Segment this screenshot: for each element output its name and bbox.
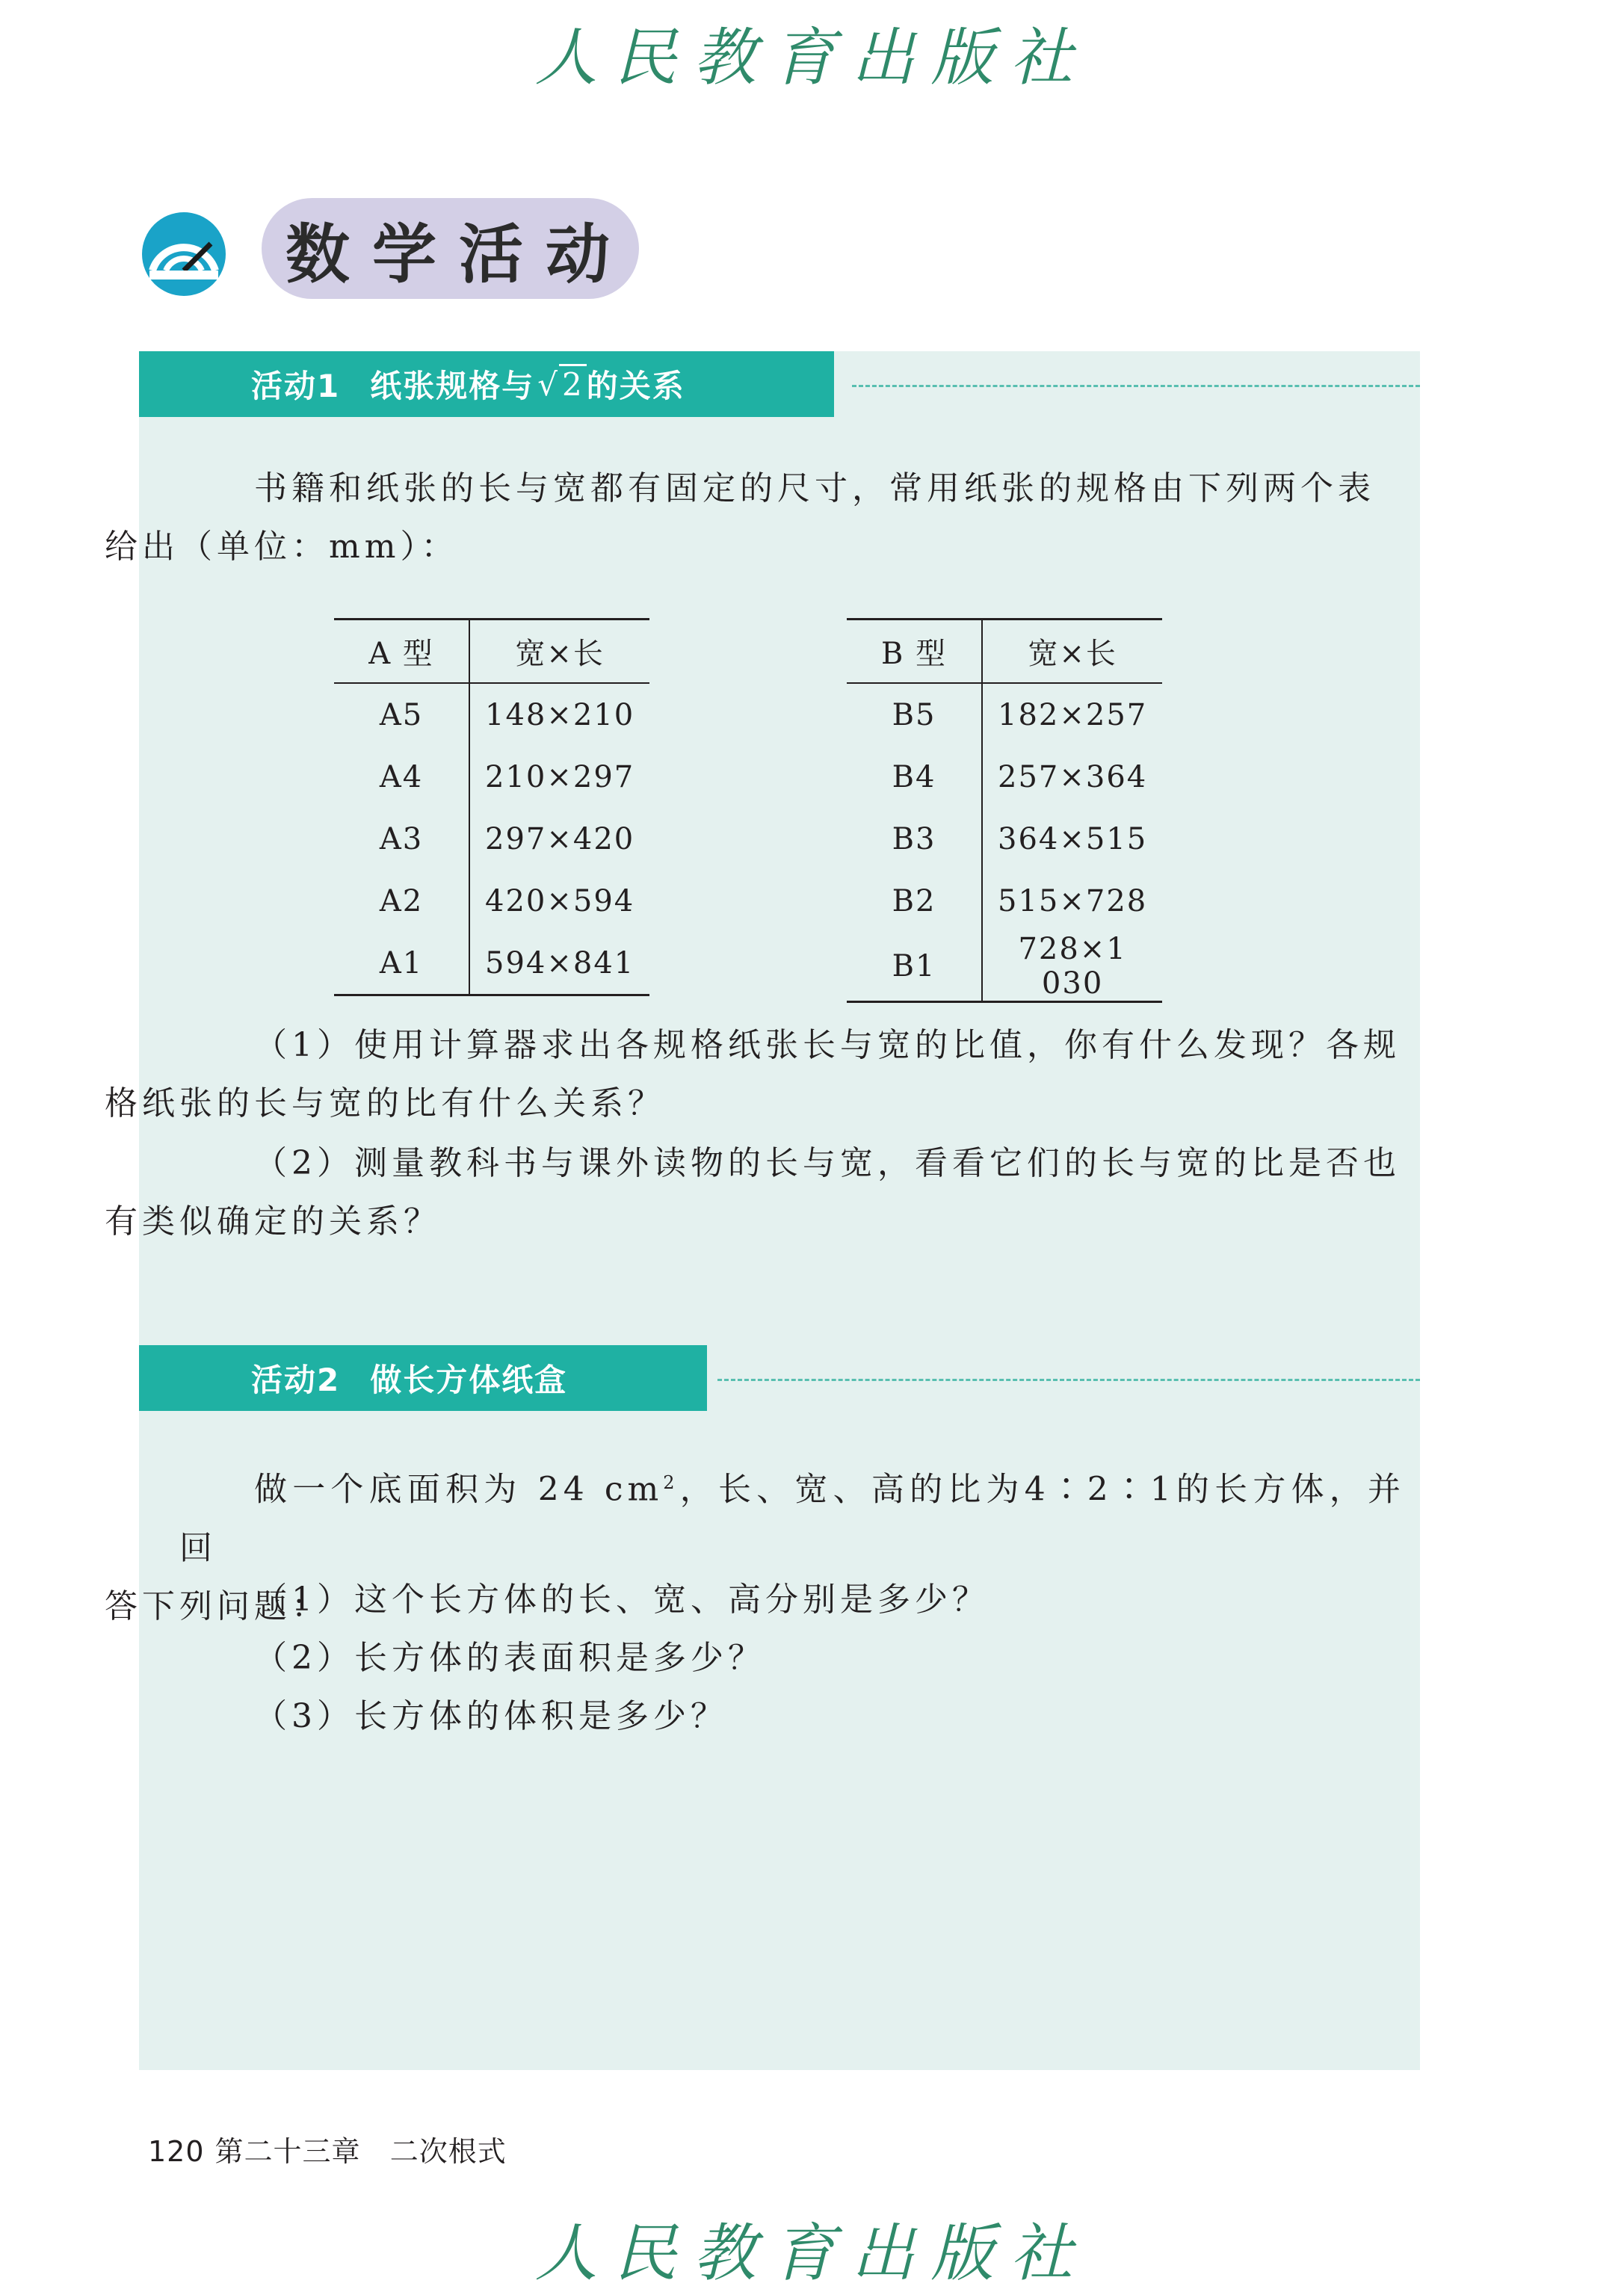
- page-number: 120: [148, 2135, 205, 2168]
- activity2-title: 做长方体纸盒: [370, 1362, 568, 1398]
- table-cell: A2: [334, 870, 469, 932]
- table-row: [334, 746, 649, 808]
- publisher-logo-top: 人民教育出版社: [534, 21, 1090, 94]
- table-cell: A5: [334, 683, 469, 746]
- activity1-intro: [105, 460, 1405, 576]
- table-row: [334, 932, 649, 995]
- table-cell: B2: [847, 870, 982, 932]
- section-title-text: 数学活动: [285, 217, 632, 292]
- topic: 二次根式: [389, 2135, 507, 2168]
- table-cell: B5: [847, 683, 982, 746]
- table-cell: B1: [847, 932, 982, 1002]
- q2-line2: 有类似确定的关系？: [105, 1202, 441, 1241]
- intro-post: ，长、宽、高的比为4∶2∶1的长方体，并回: [179, 1470, 1406, 1567]
- table-cell: 297×420: [485, 821, 635, 856]
- activity1-question1: [105, 1016, 1405, 1133]
- activity2-dashed-line: [717, 1379, 1420, 1381]
- q1-line1: （1）使用计算器求出各规格纸张长与宽的比值，你有什么发现？各规: [254, 1026, 1401, 1064]
- math-activity-icon: [139, 209, 229, 299]
- table-cell: B3: [847, 808, 982, 870]
- radical-value: 2: [559, 364, 587, 403]
- publisher-logo-bottom: 人民教育出版社: [534, 2217, 1090, 2290]
- activity2-question1: （1）这个长方体的长、宽、高分别是多少？: [254, 1581, 989, 1619]
- activity2-question3: （3）长方体的体积是多少？: [254, 1697, 728, 1735]
- activity1-header: [139, 351, 834, 417]
- table-cell: A3: [334, 808, 469, 870]
- activity1-label: 活动1: [251, 368, 341, 404]
- table-cell: 182×257: [998, 697, 1148, 732]
- section-title: [262, 198, 632, 299]
- table-row: [334, 683, 649, 746]
- page-footer: [148, 2128, 507, 2169]
- table-row: [334, 808, 649, 870]
- intro-line1: 书籍和纸张的长与宽都有固定的尺寸，常用纸张的规格由下列两个表: [254, 469, 1375, 507]
- table-cell: B4: [847, 746, 982, 808]
- intro2-line2: 答下列问题：: [105, 1587, 329, 1625]
- activity2-question2: （2）长方体的表面积是多少？: [254, 1639, 765, 1677]
- activity1-title-post: 的关系: [586, 368, 685, 404]
- activity2-label: 活动2: [251, 1362, 341, 1398]
- table-cell: A1: [334, 932, 469, 995]
- activity1-question2: [105, 1134, 1405, 1251]
- superscript: 2: [663, 1472, 679, 1493]
- activity2-header: [139, 1345, 707, 1411]
- intro-pre: 做一个底面积为 24 cm: [254, 1470, 664, 1509]
- table-b-header-type: B 型: [847, 620, 982, 684]
- table-row: [847, 808, 1162, 870]
- table-b-header-size: 宽×长: [982, 620, 1162, 684]
- table-a-header-type: A 型: [334, 620, 469, 684]
- table-row: [847, 683, 1162, 746]
- table-cell: 364×515: [998, 821, 1148, 856]
- table-row: [847, 746, 1162, 808]
- table-a-header-size: 宽×长: [469, 620, 649, 684]
- table-cell: A4: [334, 746, 469, 808]
- table-row: [847, 932, 1162, 1002]
- activity1-dashed-line: [852, 385, 1420, 387]
- q2-line1: （2）测量教科书与课外读物的长与宽，看看它们的长与宽的比是否也: [254, 1144, 1401, 1182]
- q1-line2: 格纸张的长与宽的比有什么关系？: [105, 1084, 665, 1122]
- activity1-title-pre: 纸张规格与: [370, 368, 535, 404]
- table-cell: 515×728: [998, 883, 1148, 918]
- table-row: [847, 870, 1162, 932]
- table-cell: 594×841: [469, 932, 649, 995]
- sqrt-symbol: √2: [537, 366, 587, 403]
- chapter: 第二十三章: [214, 2135, 361, 2168]
- table-cell: 728×1 030: [982, 932, 1162, 1002]
- intro-line2: 给出（单位：mm）：: [105, 528, 459, 566]
- table-cell: 148×210: [485, 697, 635, 732]
- table-cell: 257×364: [998, 759, 1148, 794]
- table-a-type: [334, 618, 649, 996]
- table-cell: 210×297: [485, 759, 635, 794]
- table-row: [334, 870, 649, 932]
- table-b-type: [847, 618, 1162, 1003]
- table-cell: 420×594: [485, 883, 635, 918]
